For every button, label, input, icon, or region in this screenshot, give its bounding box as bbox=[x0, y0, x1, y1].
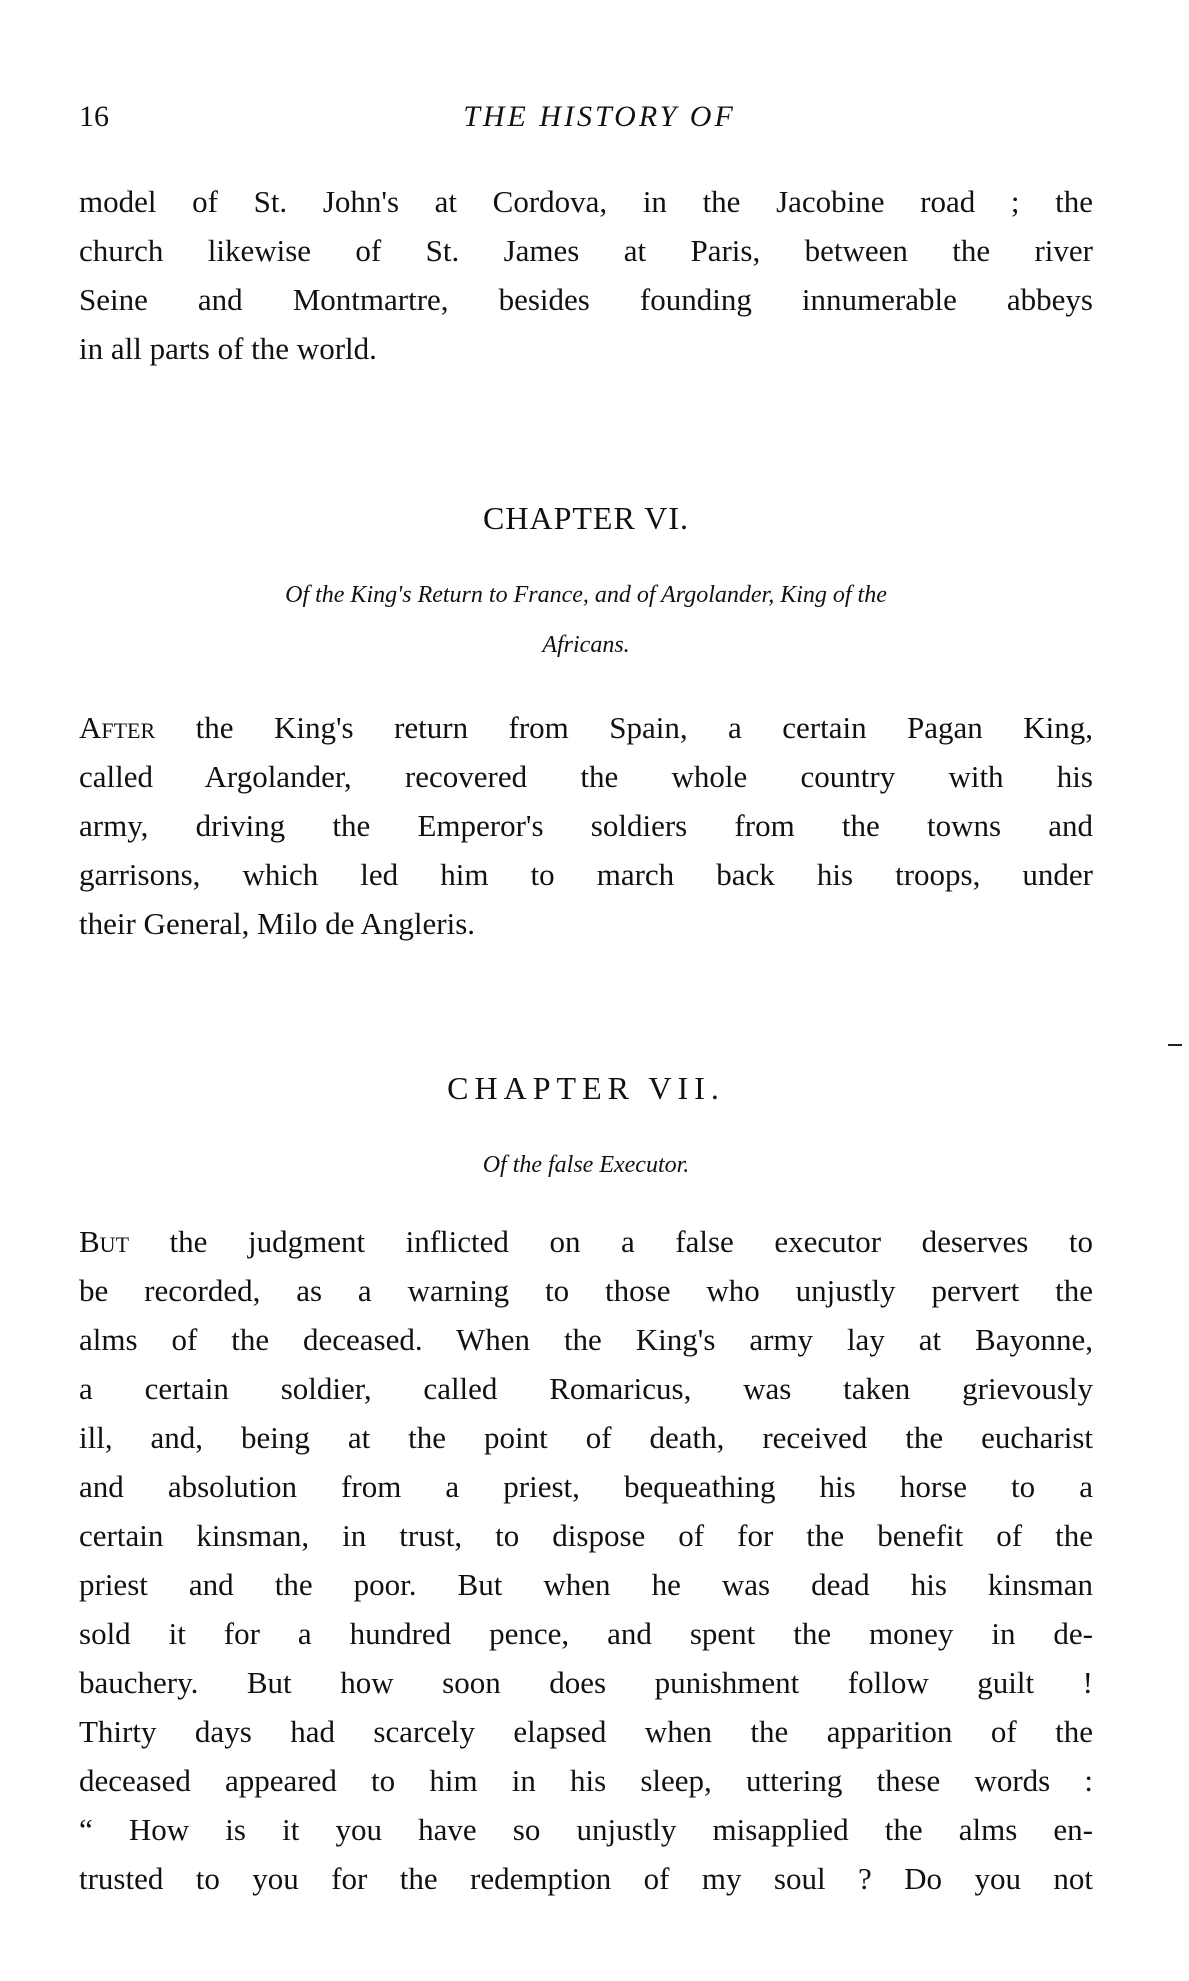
body-line: Seine and Montmartre, besides founding innumerable abbeys bbox=[79, 282, 1093, 317]
chapter-7-heading: CHAPTER VII. bbox=[447, 1070, 725, 1106]
body-line: trusted to you for the redemption of my soul ? Do you not bbox=[79, 1861, 1093, 1896]
drop-word: But bbox=[79, 1224, 130, 1259]
body-line: called Argolander, recovered the whole country with his bbox=[79, 759, 1093, 794]
running-title: THE HISTORY OF bbox=[463, 100, 736, 133]
body-line: in all parts of the world. bbox=[79, 331, 377, 366]
body-line: “ How is it you have so unjustly misapplied the alms en- bbox=[79, 1812, 1093, 1847]
body-line: garrisons, which led him to march back his troops, under bbox=[79, 857, 1093, 892]
body-line: deceased appeared to him in his sleep, uttering these words : bbox=[79, 1763, 1093, 1798]
margin-dash bbox=[1168, 1044, 1182, 1046]
body-line: alms of the deceased. When the King's army lay at Bayonne, bbox=[79, 1322, 1093, 1357]
body-line: be recorded, as a warning to those who unjustly pervert the bbox=[79, 1273, 1093, 1308]
line-text: the judgment inflicted on a false executor deserves to bbox=[129, 1224, 1093, 1259]
body-line: certain kinsman, in trust, to dispose of for the benefit of the bbox=[79, 1518, 1093, 1553]
body-line: a certain soldier, called Romaricus, was taken grievously bbox=[79, 1371, 1093, 1406]
chapter-6-subtitle: Of the King's Return to France, and of Argolander, King of the bbox=[285, 582, 887, 608]
body-line: church likewise of St. James at Paris, between the river bbox=[79, 233, 1093, 268]
chapter-6-subtitle: Africans. bbox=[542, 632, 630, 658]
body-line: priest and the poor. But when he was dead his kinsman bbox=[79, 1567, 1093, 1602]
body-line: bauchery. But how soon does punishment follow guilt ! bbox=[79, 1665, 1093, 1700]
body-line: Thirty days had scarcely elapsed when the apparition of the bbox=[79, 1714, 1093, 1749]
body-line: model of St. John's at Cordova, in the Jacobine road ; the bbox=[79, 184, 1093, 219]
body-line bbox=[79, 1222, 1093, 1262]
chapter-6-heading: CHAPTER VI. bbox=[483, 500, 689, 536]
body-line: and absolution from a priest, bequeathing his horse to a bbox=[79, 1469, 1093, 1504]
chapter-7-subtitle: Of the false Executor. bbox=[482, 1152, 690, 1178]
page-number: 16 bbox=[79, 100, 109, 133]
body-line: army, driving the Emperor's soldiers from the towns and bbox=[79, 808, 1093, 843]
body-line: their General, Milo de Angleris. bbox=[79, 906, 476, 941]
body-line: sold it for a hundred pence, and spent the money in de- bbox=[79, 1616, 1093, 1651]
body-line: ill, and, being at the point of death, received the eucharist bbox=[79, 1420, 1093, 1455]
line-text: the King's return from Spain, a certain Pagan King, bbox=[155, 710, 1093, 745]
body-line bbox=[79, 708, 1093, 748]
drop-word: After bbox=[79, 710, 156, 745]
